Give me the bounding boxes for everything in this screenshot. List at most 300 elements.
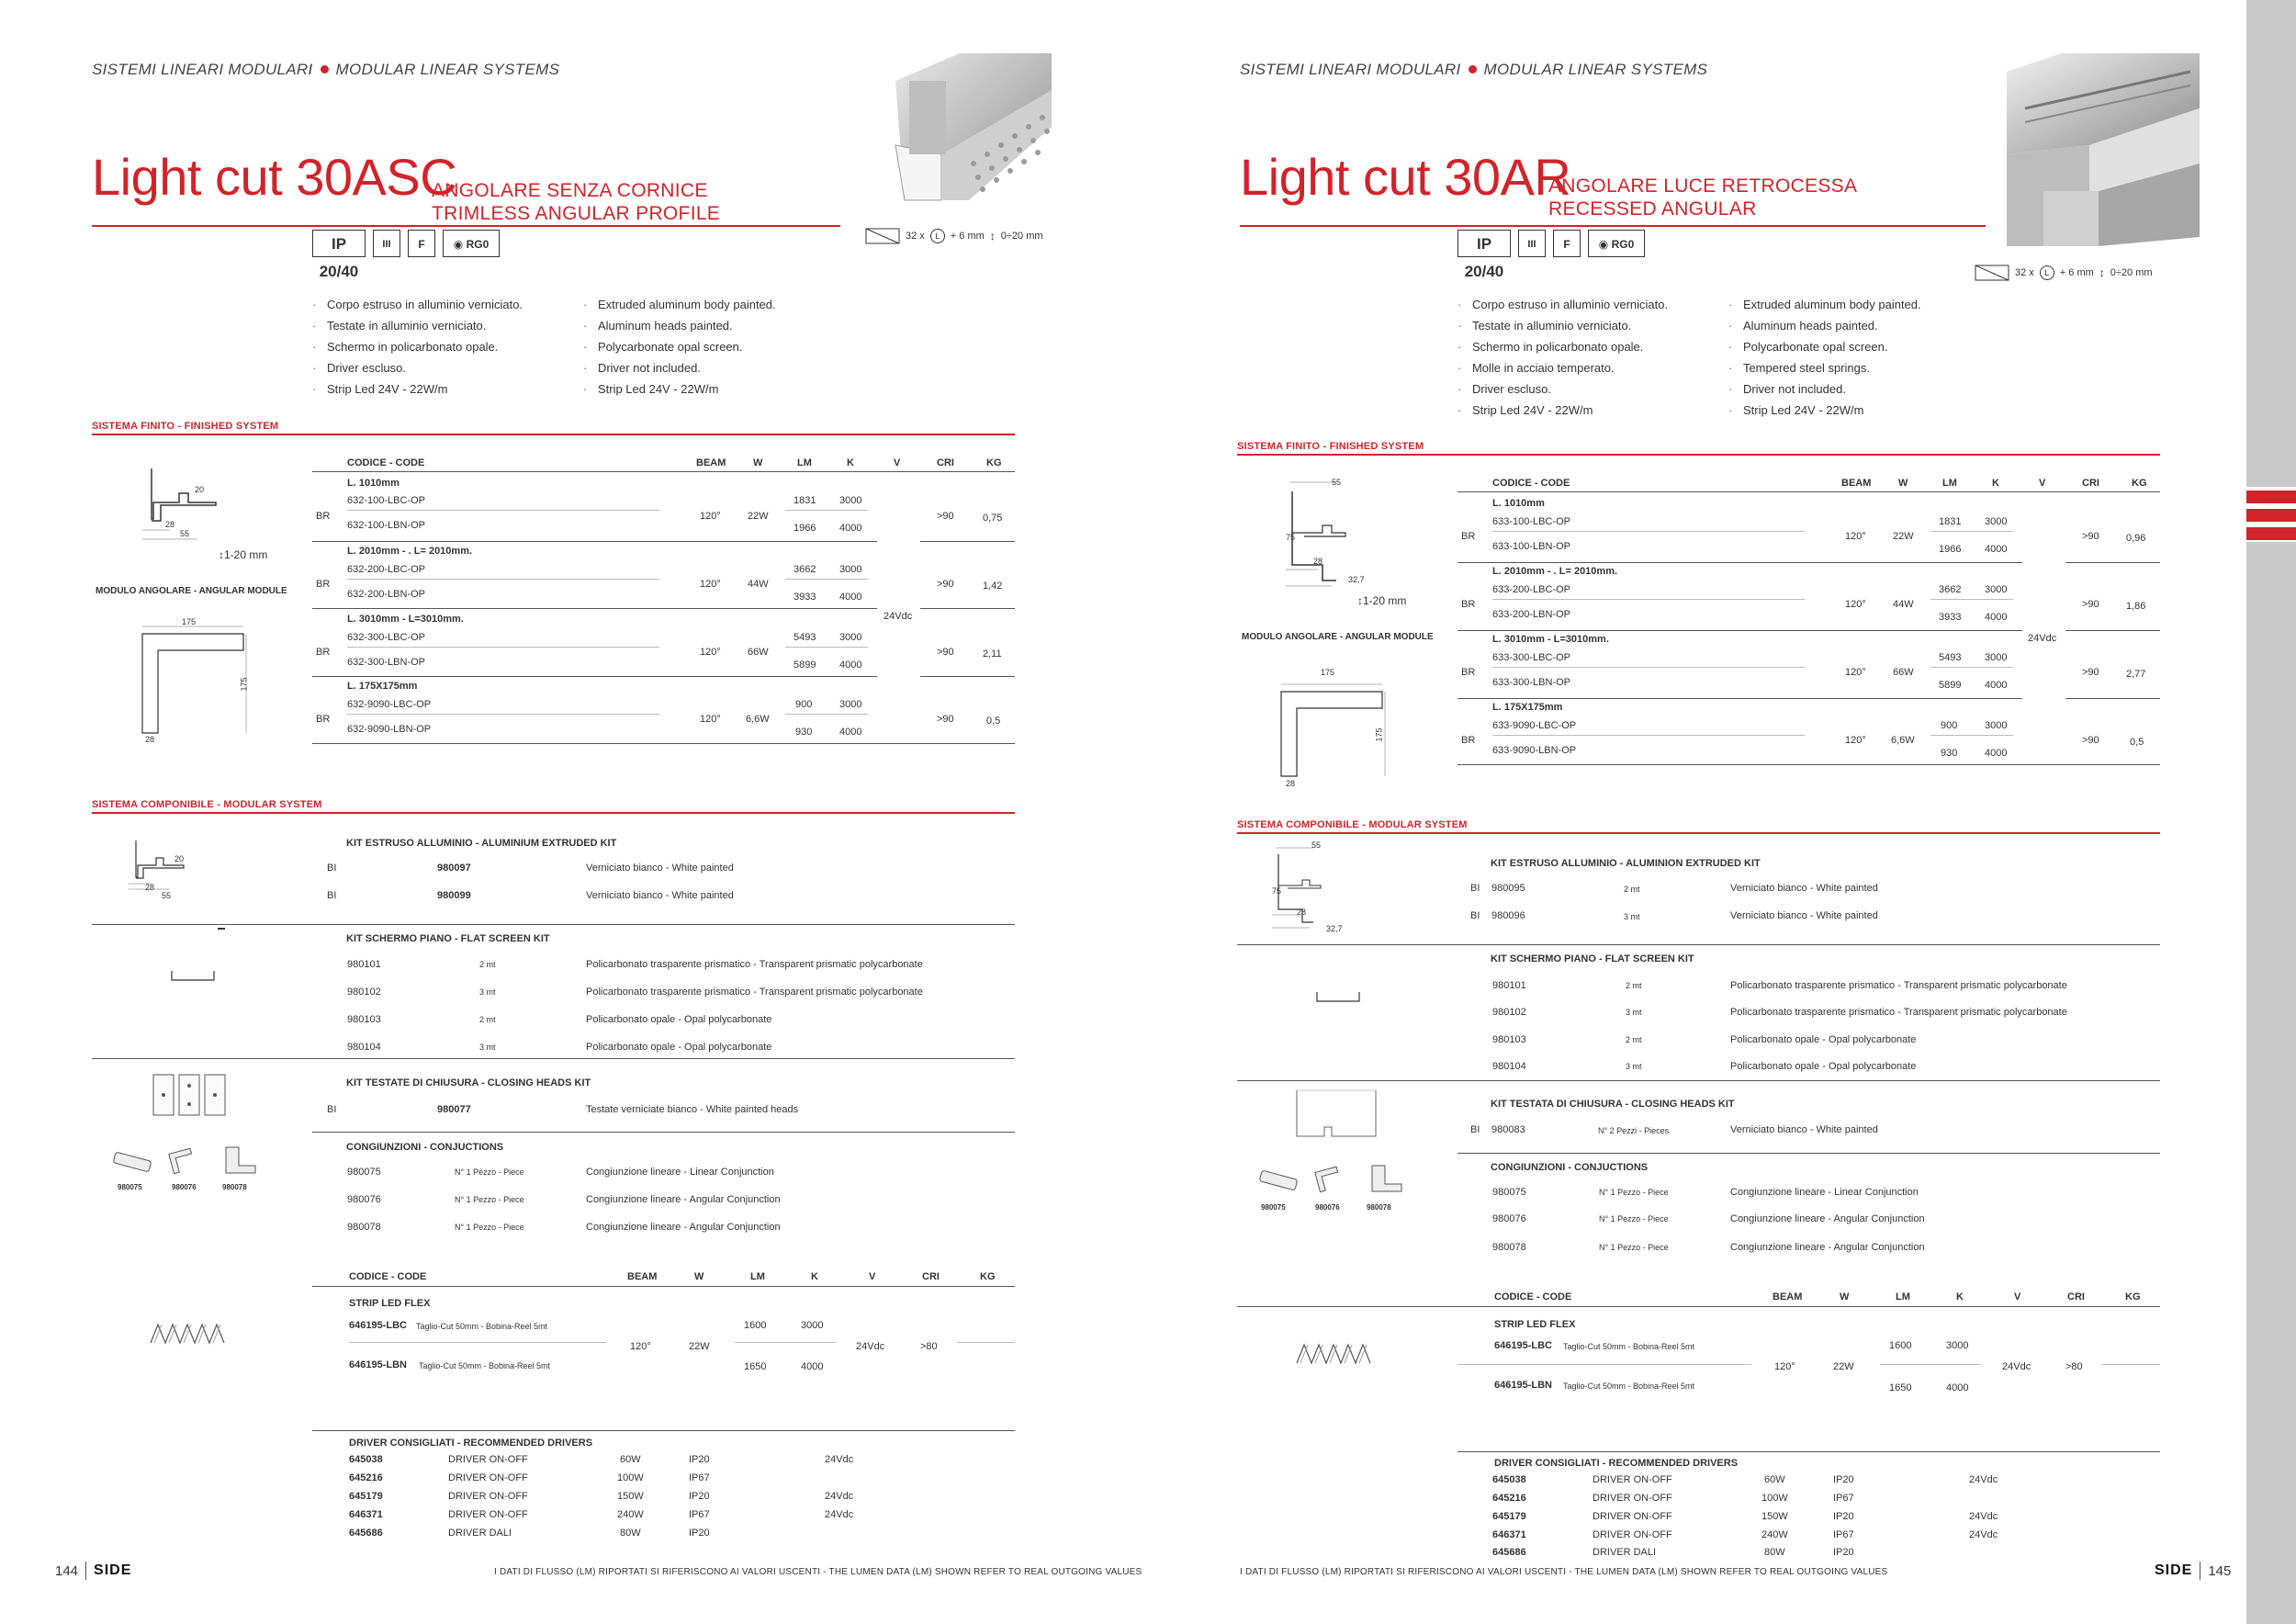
text-cell: TRIMLESS ANGULAR PROFILE [432,203,721,224]
text-cell: Congiunzione lineare - Angular Conjunction [1730,1213,1925,1224]
col-header: KG [980,1271,996,1282]
text-cell: 60W [1764,1474,1785,1485]
closing-heads-drawing [1295,1088,1378,1144]
text-cell: N° 1 Pezzo - Piece [1599,1188,1669,1197]
text-cell: mm [249,548,268,561]
text-cell: 980102 [347,987,381,998]
text-cell: 2 mt [1624,885,1640,894]
conjunction-label: 980075 [118,1183,142,1191]
features-en [1728,294,1921,421]
bullet-dot [1469,65,1477,73]
col-header: BEAM [696,457,726,468]
text-cell: 22W [689,1341,710,1352]
text-cell: IP67 [1833,1529,1854,1540]
class-iii-icon: III [1518,230,1546,257]
rule [347,714,659,715]
text-cell: 646371 [349,1509,383,1520]
text-cell: 645038 [349,1454,383,1465]
text-cell: 3000 [1985,584,2008,595]
text-cell: DRIVER ON-OFF [448,1491,528,1502]
text-cell: Taglio-Cut 50mm - Bobina-Reel 5mt [419,1361,551,1370]
text-cell: SISTEMI LINEARI MODULARI [1240,61,1461,78]
dim-label: 175 [1321,668,1335,677]
text-cell: 5899 [1939,680,1962,691]
text-cell: Verniciato bianco - White painted [1730,883,1878,894]
finished-system-title: SISTEMA FINITO - FINISHED SYSTEM [92,421,279,432]
text-cell: 22W [1893,531,1914,542]
kit-divider [92,924,1015,925]
rule [312,541,877,542]
text-cell: >90 [937,714,954,725]
text-cell: KIT ESTRUSO ALLUMINIO - ALUMINION EXTRUDED KIT [1491,858,1761,869]
text-cell: >90 [2082,599,2099,610]
closing-heads-drawing [152,1073,234,1119]
text-cell: IP20 [1833,1474,1854,1485]
text-cell: 120° [700,714,721,725]
rule [920,541,1015,542]
text-cell: 980097 [437,863,471,874]
text-cell: 632-200-LBN-OP [347,589,425,600]
title-divider [1240,225,1986,227]
text-cell: · Testate in alluminio verniciato. [1458,315,1668,336]
led-strip-drawing [1295,1341,1373,1367]
text-cell: IP67 [689,1472,710,1483]
text-cell: 24Vdc [825,1509,854,1520]
text-cell: Verniciato bianco - White painted [586,863,734,874]
text-cell: 633-300-LBN-OP [1492,677,1570,688]
text-cell: IP20 [1833,1511,1854,1522]
text-cell: L. 1010mm [1492,498,1545,509]
text-cell: · Tempered steel springs. [1728,357,1921,378]
rule [312,676,877,677]
text-cell: 24Vdc [1969,1474,1998,1485]
text-cell: N° 1 Pezzo - Piece [455,1167,524,1177]
text-cell: Taglio-Cut 50mm - Bobina-Reel 5mt [416,1322,548,1331]
page-footer-right [2155,1562,2231,1580]
text-cell: 1831 [1939,516,1962,527]
text-cell: 24Vdc [825,1454,854,1465]
text-cell: 632-300-LBC-OP [347,632,425,643]
rule [2065,698,2160,699]
text-cell: KIT TESTATE DI CHIUSURA - CLOSING HEADS KIT [346,1077,591,1088]
text-cell: 633-200-LBC-OP [1492,584,1570,595]
text-cell: · Strip Led 24V - 22W/m [1458,400,1668,421]
bullet-dot [321,65,329,73]
text-cell: 4000 [1985,612,2008,623]
text-cell: 980103 [347,1014,381,1025]
text-cell: 646371 [1492,1529,1526,1540]
text-cell: 3000 [839,564,862,575]
text-cell: 150W [617,1491,644,1502]
text-cell: 1,42 [983,581,1003,592]
text-cell: 24Vdc [1969,1511,1998,1522]
lumen-disclaimer: I DATI DI FLUSSO (LM) RIPORTATI SI RIFERISCONO AI VALORI USCENTI - THE LUMEN DATA (LM) SHOWN REFER TO REAL OUTGOING VALUES [1240,1567,1888,1577]
text-cell: 120° [1845,531,1866,542]
text-cell: 2 mt [1626,981,1642,990]
product-subtitle [1548,175,1857,220]
flat-screen-drawing [1315,990,1361,1005]
kit-divider [1237,944,2160,945]
col-header: W [1840,1291,1850,1303]
text-cell: · Testate in alluminio verniciato. [312,315,523,336]
dim-label: 175 [1374,727,1384,742]
text-cell: 120° [1845,735,1866,746]
rule [347,647,659,648]
text-cell: 3000 [1946,1340,1969,1351]
text-cell: 1,86 [2126,601,2146,612]
text-cell: 646195-LBN [349,1359,407,1370]
text-cell: 3 mt [1626,1008,1642,1017]
text-cell: + 6 mm [950,231,985,242]
col-header: K [811,1271,818,1282]
page-number: 145 [2208,1562,2232,1579]
text-cell: DRIVER ON-OFF [1593,1529,1672,1540]
text-cell: RG0 [466,238,490,251]
section-divider [1237,454,2160,456]
text-cell: 4000 [1985,544,2008,555]
dim-label: 32,7 [1326,924,1343,933]
class-iii-icon: III [373,230,400,257]
extruded-kit-drawing [129,836,193,891]
text-cell: · Polycarbonate opal screen. [1728,336,1921,357]
flat-screen-drawing [170,969,216,984]
dim-label: 175 [182,617,197,626]
dim-label: 28 [1286,779,1296,788]
text-cell: 645038 [1492,1474,1526,1485]
text-cell: · Schermo in policarbonato opale. [312,336,523,357]
text-cell: 1-20 [1363,594,1386,607]
text-cell: 120° [1774,1361,1795,1372]
text-cell: L. 2010mm - . L= 2010mm. [347,546,473,557]
text-cell: >80 [920,1341,938,1352]
text-cell: BR [316,647,331,658]
text-cell: 930 [1941,748,1958,759]
text-cell: Policarbonato trasparente prismatico - Transparent prismatic polycarbonate [1730,1007,2067,1018]
rule [1458,1364,1751,1365]
section-header [92,61,559,79]
rule [1492,667,1805,668]
rule [1458,764,2160,765]
text-cell: 24Vdc [1969,1529,1998,1540]
col-header: W [753,457,763,468]
text-cell: 0,75 [983,513,1003,524]
text-cell: STRIP LED FLEX [1494,1319,1576,1330]
mounting-info [1975,265,2153,281]
col-header: CRI [922,1271,940,1282]
text-cell: 980078 [347,1222,381,1233]
text-cell: KIT ESTRUSO ALLUMINIO - ALUMINIUM EXTRUDED KIT [346,838,617,849]
text-cell: 980095 [1491,883,1525,894]
text-cell: 3000 [1985,516,2008,527]
col-header: BEAM [627,1271,658,1282]
text-cell: 1650 [744,1361,767,1372]
title-divider [92,225,840,227]
text-cell: 3 mt [479,1043,496,1052]
text-cell: 44W [1893,599,1914,610]
text-cell: 1600 [744,1320,767,1331]
text-cell: 632-100-LBC-OP [347,495,425,506]
ip-rating-badge: IP 20/40 [1458,230,1511,257]
text-cell: 120° [1845,599,1866,610]
text-cell: 4000 [801,1361,824,1372]
finished-system-title: SISTEMA FINITO - FINISHED SYSTEM [1237,441,1424,452]
conjunction-label: 980075 [1261,1203,1286,1212]
dim-label: 75 [1286,533,1296,542]
rule [735,1342,836,1343]
text-cell: L. 2010mm - . L= 2010mm. [1492,566,1618,577]
text-cell: 3000 [839,495,862,506]
text-cell: 645686 [349,1528,383,1539]
rule [920,608,1015,609]
text-cell: 4000 [839,660,862,671]
text-cell: DRIVER ON-OFF [1593,1474,1672,1485]
text-cell: SISTEMI LINEARI MODULARI [92,61,313,78]
text-cell: 980096 [1491,910,1525,921]
text-cell: 66W [748,647,769,658]
header-rule [312,471,1015,472]
rule [1930,599,2013,600]
text-cell: BI [327,1104,337,1115]
text-cell: BR [316,714,331,725]
text-cell: BR [316,579,331,590]
header-rule [1237,1306,2160,1307]
text-cell: 100W [617,1472,644,1483]
rule [2065,630,2160,631]
text-cell: 980076 [1492,1213,1526,1224]
col-header: CRI [2082,478,2099,489]
text-cell: 3933 [1939,612,1962,623]
certification-badges [1458,230,1645,280]
col-header: W [694,1271,704,1282]
text-cell: 240W [617,1509,644,1520]
text-cell: N° 1 Pezzo - Piece [1599,1214,1669,1224]
col-header: W [1898,478,1908,489]
dim-label: 55 [180,529,190,538]
text-cell: 3000 [839,699,862,710]
length-icon: L [930,229,945,243]
text-cell: 22W [748,511,769,522]
text-cell: DRIVER ON-OFF [1593,1493,1672,1504]
cutout-icon [1975,265,2009,281]
text-cell: 24Vdc [856,1341,885,1352]
text-cell: 1650 [1889,1382,1912,1393]
text-cell: N° 1 Pezzo - Piece [455,1223,524,1232]
col-header: K [1992,478,1999,489]
text-cell: 1831 [793,495,816,506]
text-cell: · Extruded aluminum body painted. [583,294,776,315]
text-cell: Verniciato bianco - White painted [1730,1124,1878,1135]
text-cell: 980077 [437,1104,471,1115]
kit-divider [1458,1153,2160,1154]
small-mark [218,928,225,930]
text-cell: 2,11 [983,648,1002,660]
col-header: CRI [2067,1291,2085,1303]
text-cell: BI [1470,1124,1480,1135]
text-cell: 22W [1833,1361,1854,1372]
header-rule [1458,491,2160,492]
angular-module-drawing [1277,673,1387,793]
text-cell: 3000 [1985,720,2008,731]
text-cell: RECESSED ANGULAR [1548,198,1757,220]
text-cell: · Aluminum heads painted. [583,315,776,336]
col-header: LM [1942,478,1957,489]
text-cell: · Driver not included. [583,357,776,378]
text-cell: BR [1461,599,1476,610]
section-divider [92,434,1015,435]
rule [785,579,868,580]
text-cell: 3000 [839,632,862,643]
text-cell: · Corpo estruso in alluminio verniciato. [1458,294,1668,315]
text-cell: + 6 mm [2059,267,2094,278]
text-cell: 632-100-LBN-OP [347,520,425,531]
col-header: LM [750,1271,765,1282]
text-cell: 2 mt [479,960,496,969]
page-footer-left [55,1562,131,1580]
text-cell: 633-9090-LBC-OP [1492,720,1577,731]
text-cell: · Driver escluso. [1458,378,1668,400]
rule [1880,1364,1981,1365]
rule [1930,735,2013,736]
text-cell: 980101 [347,959,381,970]
text-cell: 4000 [839,592,862,603]
text-cell: ANGOLARE LUCE RETROCESSA [1548,175,1858,197]
text-cell: 4000 [839,523,862,534]
f-mark-icon: F [408,230,435,257]
rule [785,647,868,648]
col-header: KG [2125,1291,2141,1303]
text-cell: 32 x [2015,267,2034,278]
rule [1930,531,2013,532]
rule [1458,630,2022,631]
text-cell: BR [316,511,331,522]
text-cell: Congiunzione lineare - Linear Conjunction [586,1167,774,1178]
text-cell: 6,6W [746,714,770,725]
text-cell: DRIVER DALI [448,1528,512,1539]
text-cell: 645686 [1492,1547,1526,1558]
text-cell: >90 [937,579,954,590]
text-cell: 980099 [437,890,471,901]
modular-system-title: SISTEMA COMPONIBILE - MODULAR SYSTEM [1237,819,1468,830]
text-cell: BR [1461,667,1476,678]
text-cell: · Strip Led 24V - 22W/m [1728,400,1921,421]
text-cell: 4000 [1985,748,2008,759]
text-cell: STRIP LED FLEX [349,1298,431,1309]
text-cell: · Aluminum heads painted. [1728,315,1921,336]
text-cell: DRIVER ON-OFF [448,1472,528,1483]
text-cell: N° 1 Pezzo - Piece [1599,1243,1669,1252]
page-number: 144 [55,1562,79,1579]
section-divider [92,812,1015,814]
text-cell: 5899 [793,660,816,671]
text-cell: 980104 [1492,1061,1526,1072]
text-cell: 632-200-LBC-OP [347,564,425,575]
text-cell: Policarbonato opale - Opal polycarbonate [586,1042,772,1053]
text-cell: 3 mt [1624,912,1640,921]
rule [785,714,868,715]
depth-icon: ↕ [989,230,996,242]
text-cell: · Driver escluso. [312,357,523,378]
text-cell: 2 mt [479,1015,496,1024]
text-cell: 632-300-LBN-OP [347,657,425,668]
text-cell: CONGIUNZIONI - CONJUCTIONS [1491,1162,1649,1173]
text-cell: · Strip Led 24V - 22W/m [312,378,523,400]
text-cell: 2 mt [1626,1035,1642,1044]
led-strip-drawing [149,1321,227,1347]
dim-label: 28 [1297,908,1307,917]
drivers-rule [312,1430,1015,1431]
ip-rating-badge: IP 20/40 [312,230,366,257]
text-cell: 645216 [1492,1493,1526,1504]
col-header: LM [797,457,812,468]
certification-badges [312,230,500,280]
dim-label: 28 [145,735,155,744]
col-header: KG [2132,478,2147,489]
text-cell: L. 175X175mm [1492,702,1563,713]
text-cell: 80W [1764,1547,1785,1558]
text-cell: 980103 [1492,1034,1526,1045]
text-cell: 2,77 [2126,669,2146,680]
voltage-cell: 24Vdc [884,611,913,622]
rule [347,579,659,580]
rule [1458,698,2022,699]
profile-section-drawing [1281,478,1382,597]
text-cell: 6,6W [1891,735,1915,746]
col-header: BEAM [1773,1291,1803,1303]
conjunction-label: 980078 [222,1183,247,1191]
text-cell: 980075 [347,1167,381,1178]
rule [349,1342,606,1343]
text-cell: 3662 [1939,584,1962,595]
text-cell: IP67 [1833,1493,1854,1504]
text-cell: IP20 [689,1528,710,1539]
text-cell: Congiunzione lineare - Angular Conjunction [586,1222,781,1233]
text-cell: 150W [1761,1511,1788,1522]
col-header: V [2014,1291,2021,1303]
text-cell: Congiunzione lineare - Angular Conjunction [586,1194,781,1205]
modular-system-title: SISTEMA COMPONIBILE - MODULAR SYSTEM [92,799,322,810]
text-cell: 980101 [1492,980,1526,991]
text-cell: 80W [620,1528,641,1539]
text-cell: 900 [1941,720,1958,731]
product-title: Light cut 30AR [1240,148,1571,206]
text-cell: 930 [795,727,813,738]
col-header: CODICE - CODE [1492,478,1570,489]
text-cell: 3662 [793,564,816,575]
text-cell: BI [1470,883,1480,894]
text-cell: 100W [1761,1493,1788,1504]
edge-tab-marker [2246,487,2296,542]
text-cell: mm [1388,594,1407,607]
text-cell: Congiunzione lineare - Linear Conjunction [1730,1187,1919,1198]
text-cell: 980076 [347,1194,381,1205]
text-cell: 633-9090-LBN-OP [1492,745,1577,756]
dim-label: 55 [1332,478,1342,487]
text-cell: DRIVER ON-OFF [448,1509,528,1520]
text-cell: · Molle in acciaio temperato. [1458,357,1668,378]
text-cell: · Polycarbonate opal screen. [583,336,776,357]
text-cell: 633-300-LBC-OP [1492,652,1570,663]
text-cell: L. 175X175mm [347,681,418,692]
text-cell: DRIVER DALI [1593,1547,1657,1558]
text-cell: 646195-LBN [1494,1380,1552,1391]
text-cell: 120° [700,511,721,522]
text-cell: IP67 [689,1509,710,1520]
text-cell: L. 3010mm - L=3010mm. [1492,634,1609,645]
text-cell: Policarbonato opale - Opal polycarbonate [1730,1061,1917,1072]
text-cell: 24Vdc [825,1491,854,1502]
text-cell: 980078 [1492,1242,1526,1253]
text-cell: 900 [795,699,813,710]
